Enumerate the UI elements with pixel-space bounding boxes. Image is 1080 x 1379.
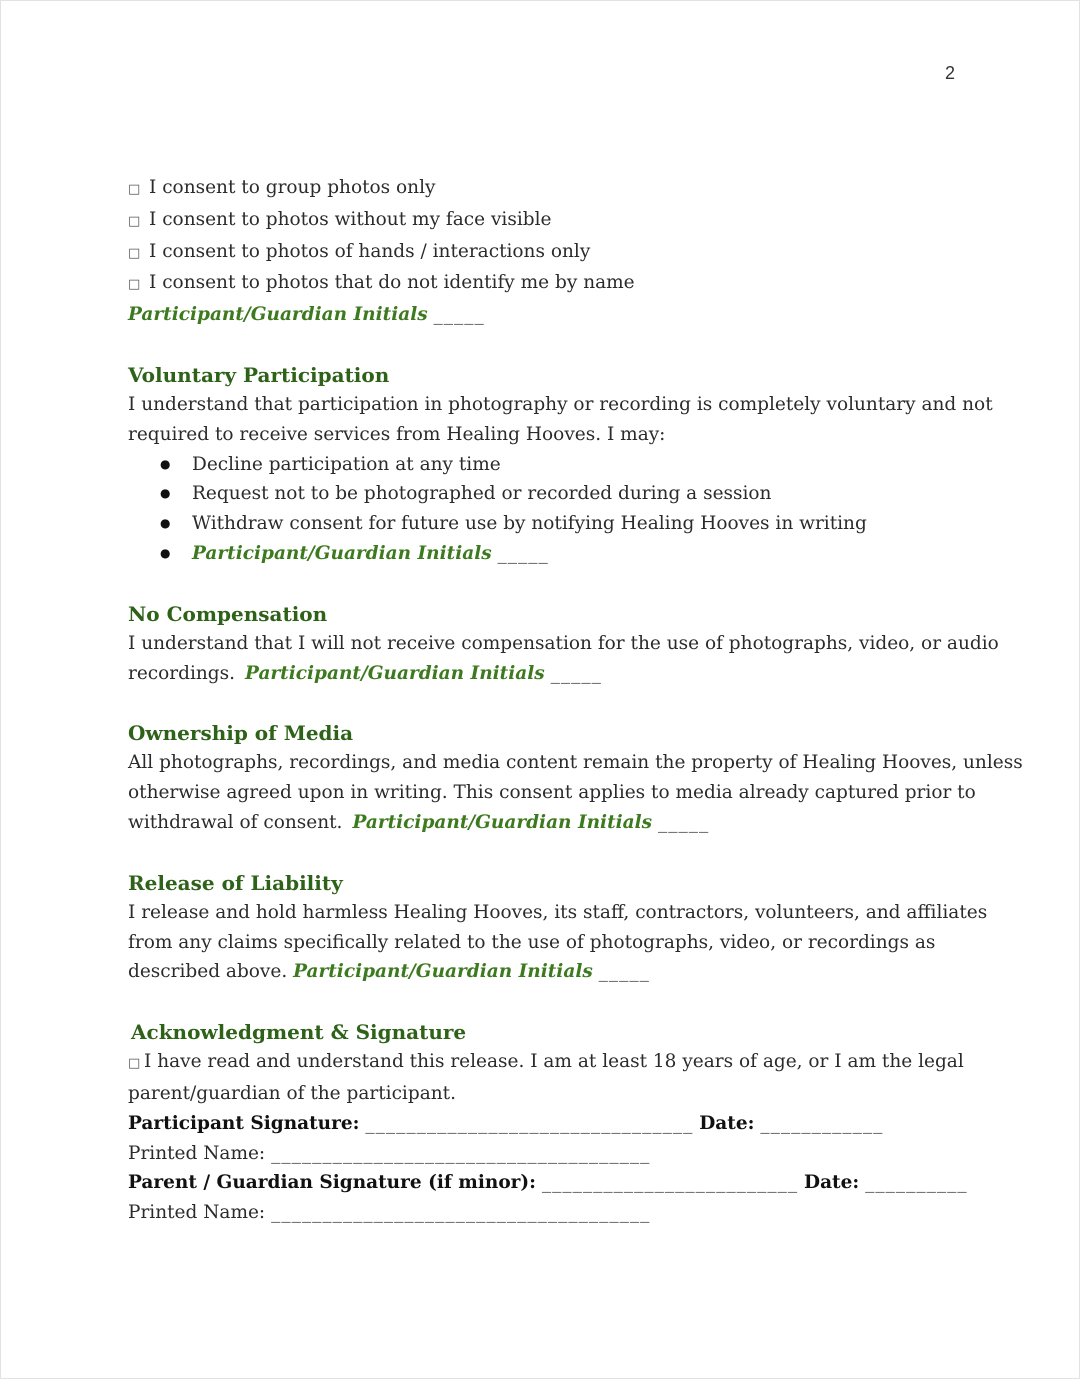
printed-name-label: Printed Name: [128, 1202, 266, 1224]
ownership-text: All photographs, recordings, and media content remain the property of Healing Hooves, unless [128, 752, 1023, 774]
initials-blank[interactable]: _____ [657, 811, 710, 833]
date-label: Date: [804, 1172, 860, 1194]
section-heading-liability: Release of Liability [128, 870, 343, 895]
initials-label: Participant/Guardian Initials [245, 662, 545, 684]
section-heading-voluntary: Voluntary Participation [128, 362, 390, 387]
photo-option[interactable]: □ I consent to photos of hands / interactions only [128, 237, 958, 269]
liability-text: I release and hold harmless Healing Hooves, its staff, contractors, volunteers, and affiliates [128, 901, 988, 923]
voluntary-bullet-list [128, 450, 958, 569]
participant-signature-row [128, 1109, 958, 1139]
list-item: ● Decline participation at any time [128, 450, 958, 480]
date-label: Date: [699, 1112, 755, 1134]
photo-option[interactable]: □ I consent to group photos only [128, 173, 958, 205]
photo-option[interactable]: □ I consent to photos without my face visible [128, 205, 958, 237]
guardian-signature-row [128, 1168, 968, 1198]
initials-blank[interactable]: _____ [550, 662, 602, 684]
acknowledgment-text: □ I have read and understand this release. I am at least 18 years of age, or I am the legal [128, 1047, 958, 1079]
initials-label: Participant/Guardian Initials [192, 542, 492, 564]
section-heading-ownership: Ownership of Media [128, 721, 354, 746]
guardian-date-field[interactable]: __________ [865, 1172, 968, 1194]
ownership-text: withdrawal of consent. Participant/Guardian Initials _____ [128, 811, 710, 833]
checkbox-icon[interactable]: □ [128, 1056, 141, 1072]
ownership-text: otherwise agreed upon in writing. This consent applies to media already captured prior to [128, 782, 976, 804]
participant-signature-field[interactable]: ________________________________ [365, 1112, 694, 1134]
checkbox-icon[interactable]: □ [128, 277, 141, 293]
participant-date-field[interactable]: ____________ [760, 1112, 884, 1134]
checkbox-icon[interactable]: □ [128, 245, 141, 261]
printed-name-row [128, 1139, 958, 1169]
page-number: 2 [944, 63, 955, 83]
liability-text: from any claims specifically related to the use of photographs, video, or recordings as [128, 931, 936, 953]
compensation-text: I understand that I will not receive compensation for the use of photographs, video, or audio [128, 632, 999, 654]
guardian-signature-label: Parent / Guardian Signature (if minor): [128, 1172, 536, 1194]
acknowledgment-text: parent/guardian of the participant. [128, 1082, 456, 1104]
voluntary-text: required to receive services from Healing Hooves. I may: [128, 423, 666, 445]
list-item: ● Request not to be photographed or recorded during a session [128, 479, 958, 509]
checkbox-icon[interactable]: □ [128, 213, 141, 229]
printed-name-row [128, 1198, 958, 1228]
printed-name-field[interactable]: _____________________________________ [271, 1202, 651, 1224]
section-heading-compensation: No Compensation [128, 601, 328, 626]
voluntary-text: I understand that participation in photography or recording is completely voluntary and not [128, 393, 993, 415]
initials-blank[interactable]: _____ [598, 961, 650, 983]
section-heading-acknowledgment: Acknowledgment & Signature [131, 1020, 467, 1045]
list-item: ● Withdraw consent for future use by notifying Healing Hooves in writing [128, 509, 958, 539]
participant-signature-label: Participant Signature: [128, 1112, 360, 1134]
guardian-signature-field[interactable]: _________________________ [541, 1172, 799, 1194]
photo-options-list [128, 173, 958, 330]
photo-option[interactable]: □ I consent to photos that do not identify me by name [128, 268, 958, 300]
list-item [128, 539, 958, 569]
initials-line [128, 300, 958, 330]
compensation-text: recordings. Participant/Guardian Initials _____ [128, 662, 602, 684]
checkbox-icon[interactable]: □ [128, 182, 141, 197]
liability-text: described above. Participant/Guardian Initials _____ [128, 961, 650, 983]
initials-label: Participant/Guardian Initials [352, 811, 653, 833]
initials-label: Participant/Guardian Initials [128, 304, 428, 326]
printed-name-label: Printed Name: [128, 1142, 266, 1164]
printed-name-field[interactable]: _____________________________________ [271, 1142, 651, 1164]
page-content [128, 173, 1023, 1228]
initials-blank[interactable]: _____ [433, 304, 485, 326]
initials-label: Participant/Guardian Initials [293, 961, 593, 983]
initials-blank[interactable]: _____ [497, 542, 549, 564]
